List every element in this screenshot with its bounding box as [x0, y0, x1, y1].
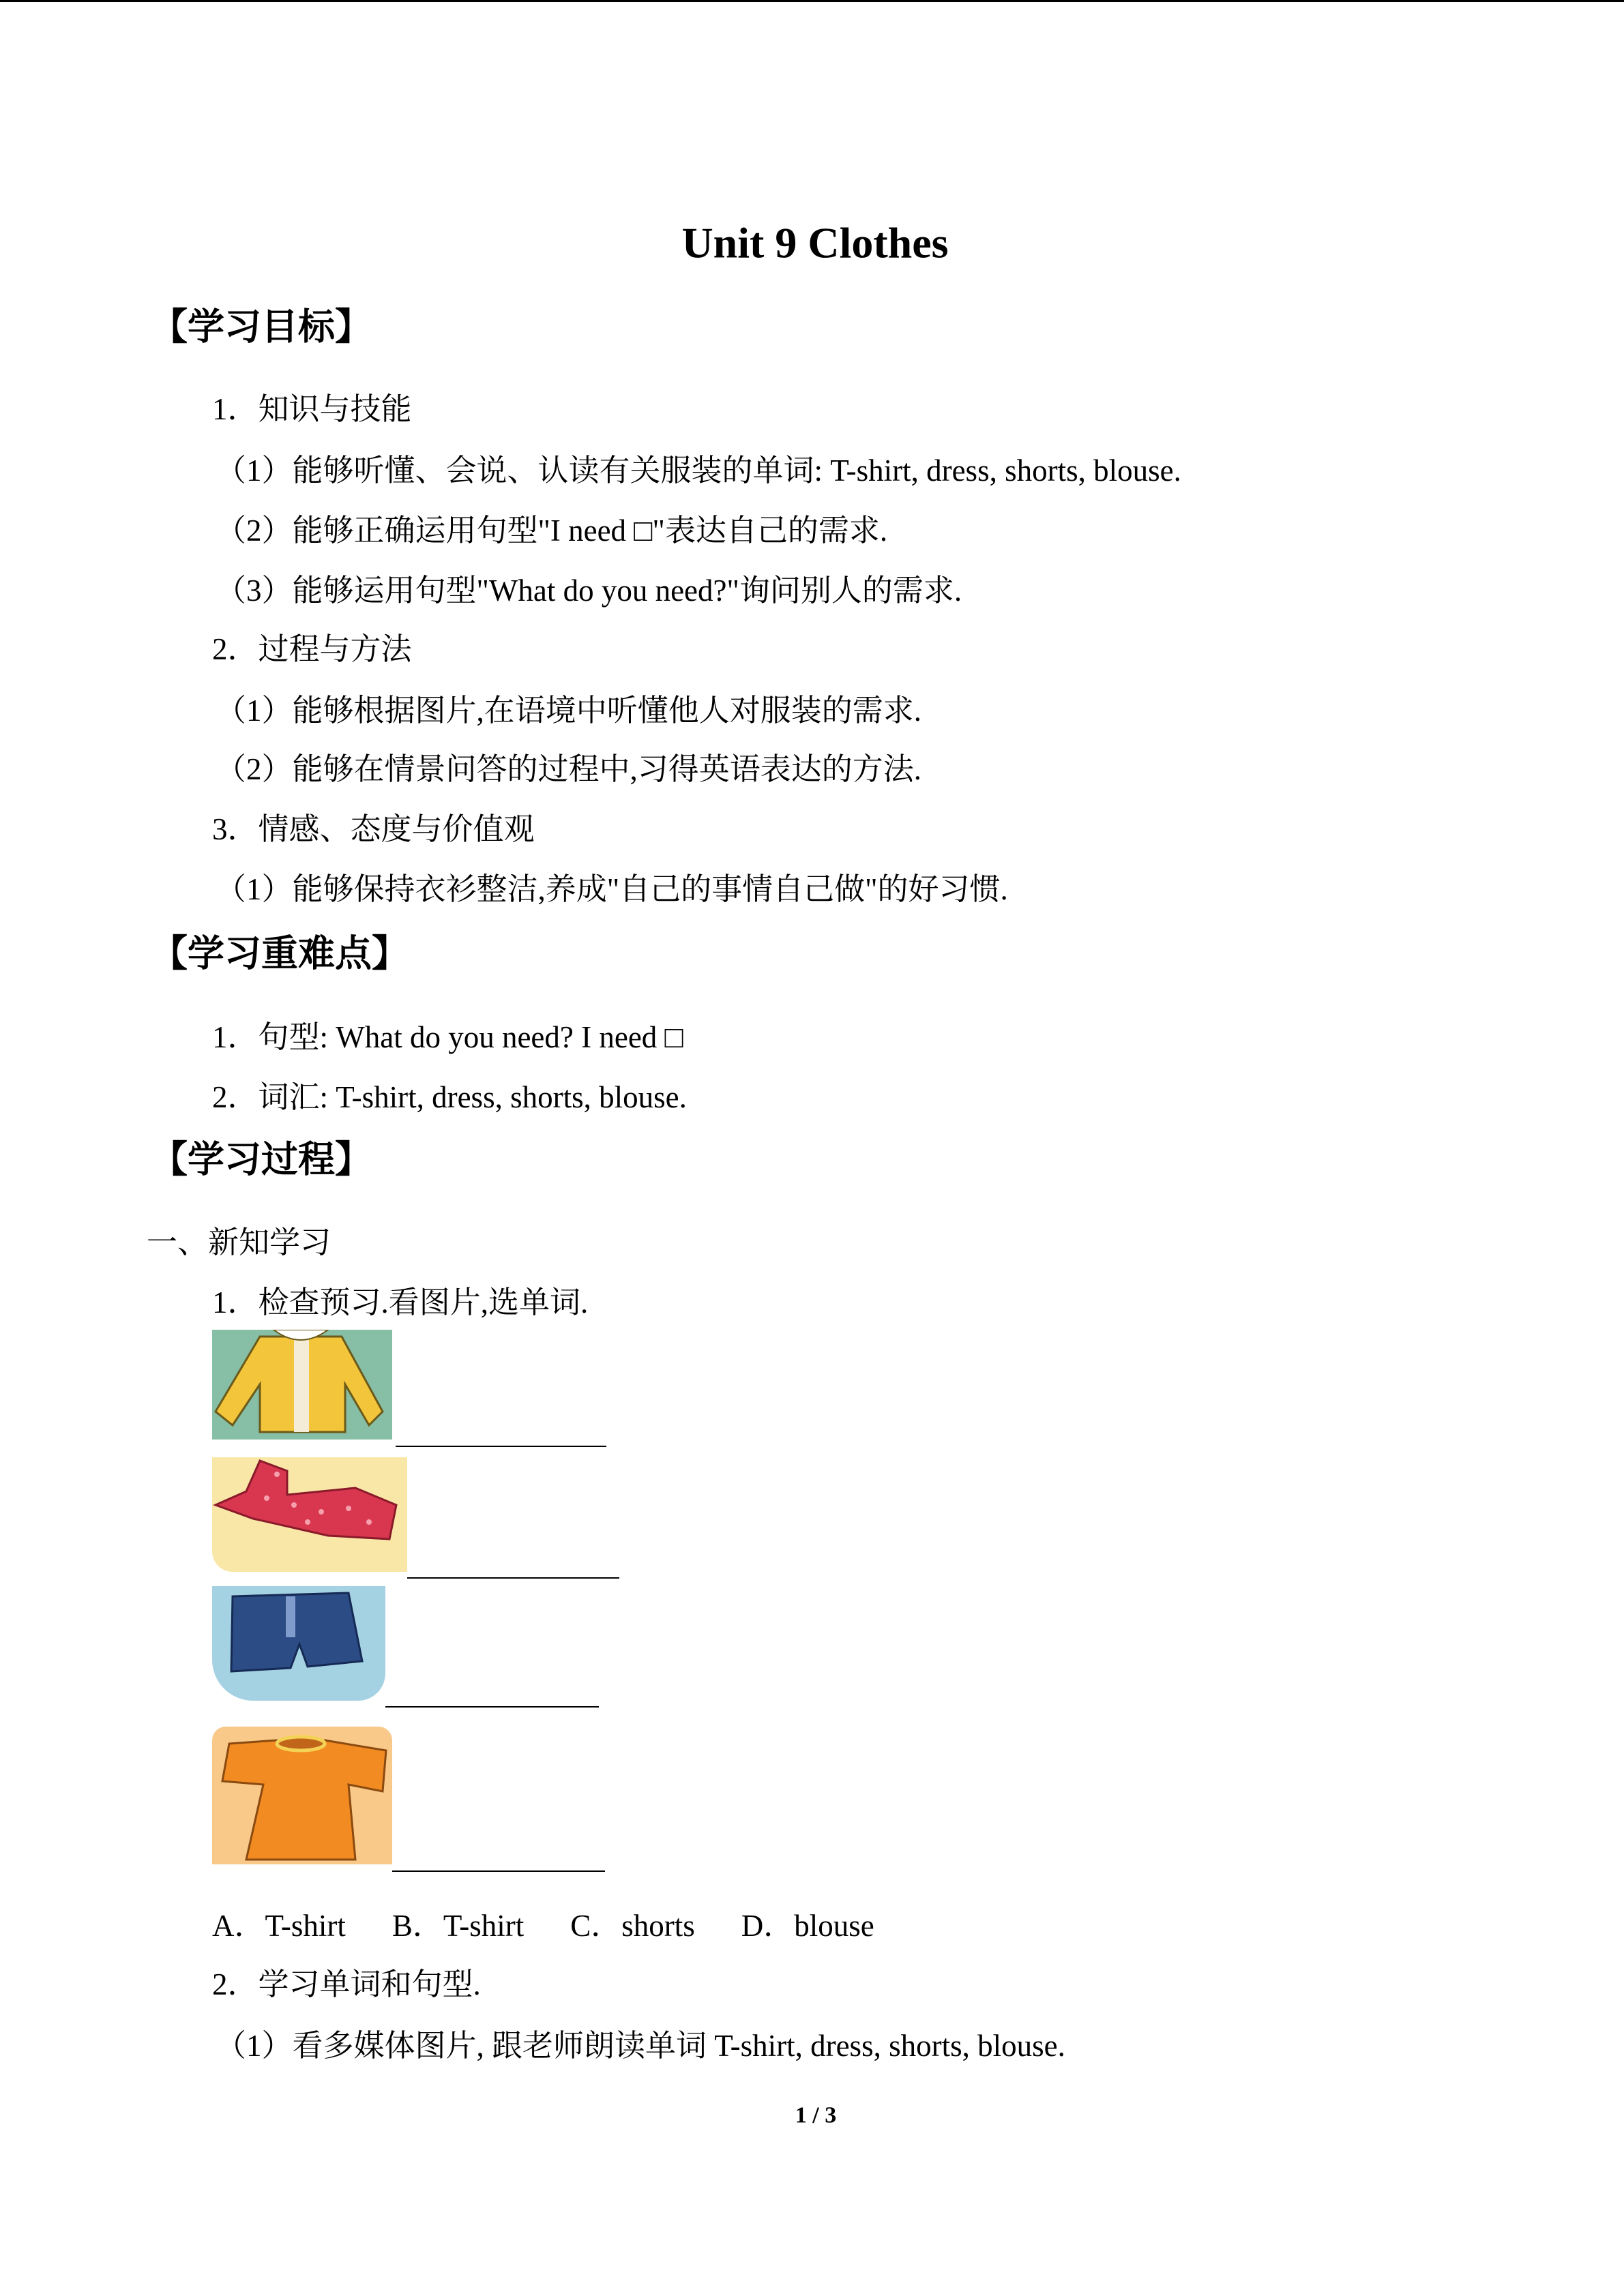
objective-line: （2）能够正确运用句型"I need □"表达自己的需求.: [216, 513, 888, 548]
page-number: 1 / 3: [795, 2102, 837, 2128]
dress-picture: [212, 1457, 407, 1572]
answer-options: [212, 1907, 921, 1944]
answer-blank[interactable]: [407, 1577, 619, 1579]
answer-blank[interactable]: [396, 1446, 606, 1447]
process-heading: 【学习过程】: [151, 1137, 372, 1181]
objective-line: （2）能够在情景问答的过程中,习得英语表达的方法.: [216, 752, 922, 786]
step-2-1: （1）看多媒体图片, 跟老师朗读单词 T-shirt, dress, shorts, blouse.: [216, 2029, 1065, 2063]
answer-blank[interactable]: [392, 1870, 605, 1872]
objectives-heading: 【学习目标】: [151, 305, 372, 348]
objective-line: 3．情感、态度与价值观: [212, 812, 535, 846]
key-point-line: 1．句型: What do you need? I need □: [212, 1020, 683, 1054]
objective-line: （1）能够保持衣衫整洁,养成"自己的事情自己做"的好习惯.: [216, 872, 1008, 906]
objective-line: （1）能够根据图片,在语境中听懂他人对服装的需求.: [216, 694, 922, 728]
key-point-line: 2．词汇: T-shirt, dress, shorts, blouse.: [212, 1080, 687, 1114]
option-b: B．T-shirt: [392, 1909, 525, 1943]
option-c: C．shorts: [570, 1909, 695, 1943]
objective-line: 1．知识与技能: [212, 392, 412, 426]
key-points-heading: 【学习重难点】: [151, 931, 409, 975]
step-2: 2．学习单词和句型.: [212, 1967, 481, 2001]
objective-line: （3）能够运用句型"What do you need?"询问别人的需求.: [216, 573, 962, 608]
objective-line: （1）能够听懂、会说、认读有关服装的单词: T-shirt, dress, shorts, blouse.: [216, 453, 1181, 488]
part-heading: 一、新知学习: [147, 1225, 331, 1259]
answer-blank[interactable]: [385, 1706, 599, 1708]
page-title: Unit 9 Clothes: [681, 218, 949, 267]
objective-line: 2．过程与方法: [212, 632, 412, 666]
option-a: A．T-shirt: [212, 1909, 346, 1943]
option-d: D．blouse: [741, 1909, 874, 1943]
shorts-picture: [212, 1586, 385, 1701]
blouse-picture: [212, 1330, 392, 1440]
tshirt-picture: [212, 1727, 392, 1864]
step-1: 1．检查预习.看图片,选单词.: [212, 1285, 589, 1320]
